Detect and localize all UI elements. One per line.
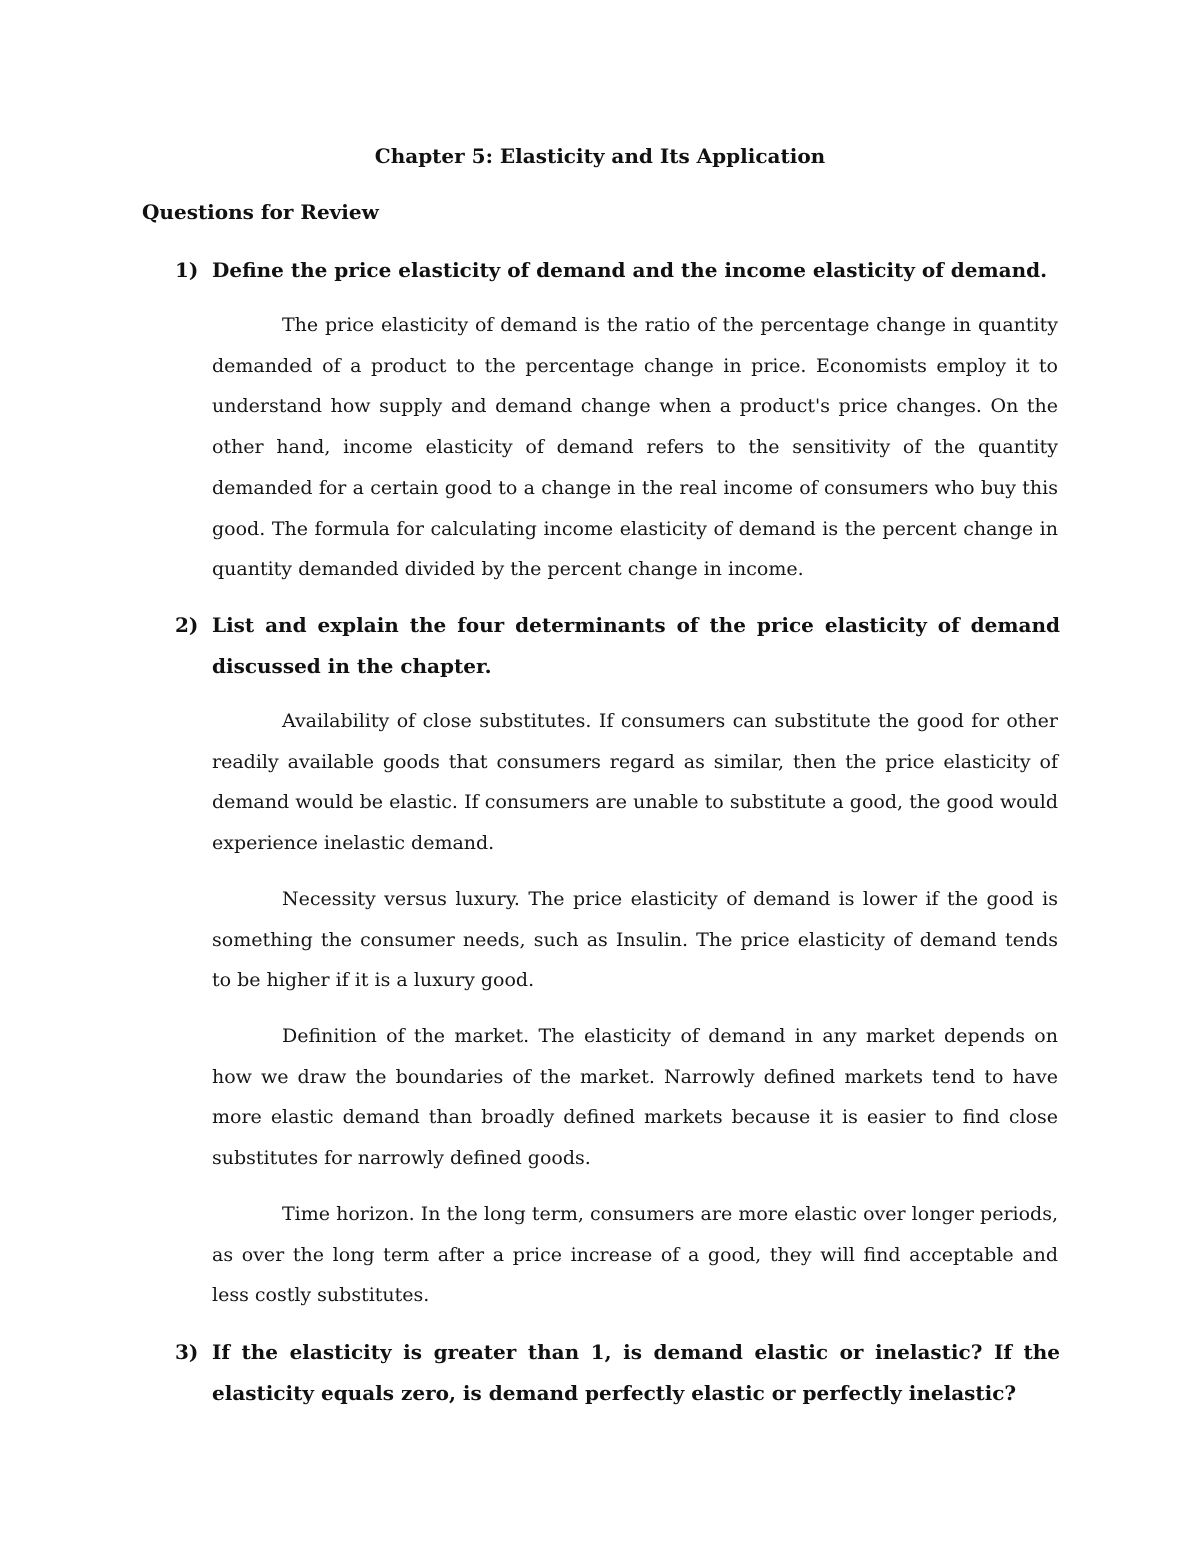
question-3 [142,1332,1060,1414]
page-title: Chapter 5: Elasticity and Its Application [374,144,826,168]
question-text: If the elasticity is greater than 1, is demand elastic or inelastic? If the elasticity equals zero, is demand perfectly elastic or perfectly inelastic? [212,1340,1060,1405]
question-number: 2) [175,613,199,637]
question-2 [142,605,1060,687]
question-text: List and explain the four determinants of the price elasticity of demand discussed in the chapter. [212,613,1060,678]
question-number: 1) [175,258,199,282]
answer-paragraph: The price elasticity of demand is the ratio of the percentage change in quantity demanded of a product to the percentage change in price. Economists employ it to understand how supply and demand change when a product's price changes. On the other hand, income elasticity of demand refers to the sensitivity of the quantity demanded for a certain good to a change in the real income of consumers who buy this good. The formula for calculating income elasticity of demand is the percent change in quantity demanded divided by the percent change in income. [212,314,1058,581]
answer-paragraph: Necessity versus luxury. The price elasticity of demand is lower if the good is something the consumer needs, such as Insulin. The price elasticity of demand tends to be higher if it is a luxury good. [212,888,1058,992]
answer-paragraph: Time horizon. In the long term, consumers are more elastic over longer periods, as over the long term after a price increase of a good, they will find acceptable and less costly substitutes. [212,1203,1058,1307]
question-number: 3) [175,1340,199,1364]
answer-paragraph: Availability of close substitutes. If consumers can substitute the good for other readily available goods that consumers regard as similar, then the price elasticity of demand would be elastic. If consumers are unable to substitute a good, the good would experience inelastic demand. [212,710,1058,855]
question-text: Define the price elasticity of demand and the income elasticity of demand. [212,258,1048,282]
section-heading: Questions for Review [142,200,379,224]
answer-paragraph: Definition of the market. The elasticity of demand in any market depends on how we draw the boundaries of the market. Narrowly defined markets tend to have more elastic demand than broadly defined markets because it is easier to find close substitutes for narrowly defined goods. [212,1025,1058,1170]
question-1 [142,250,1060,291]
